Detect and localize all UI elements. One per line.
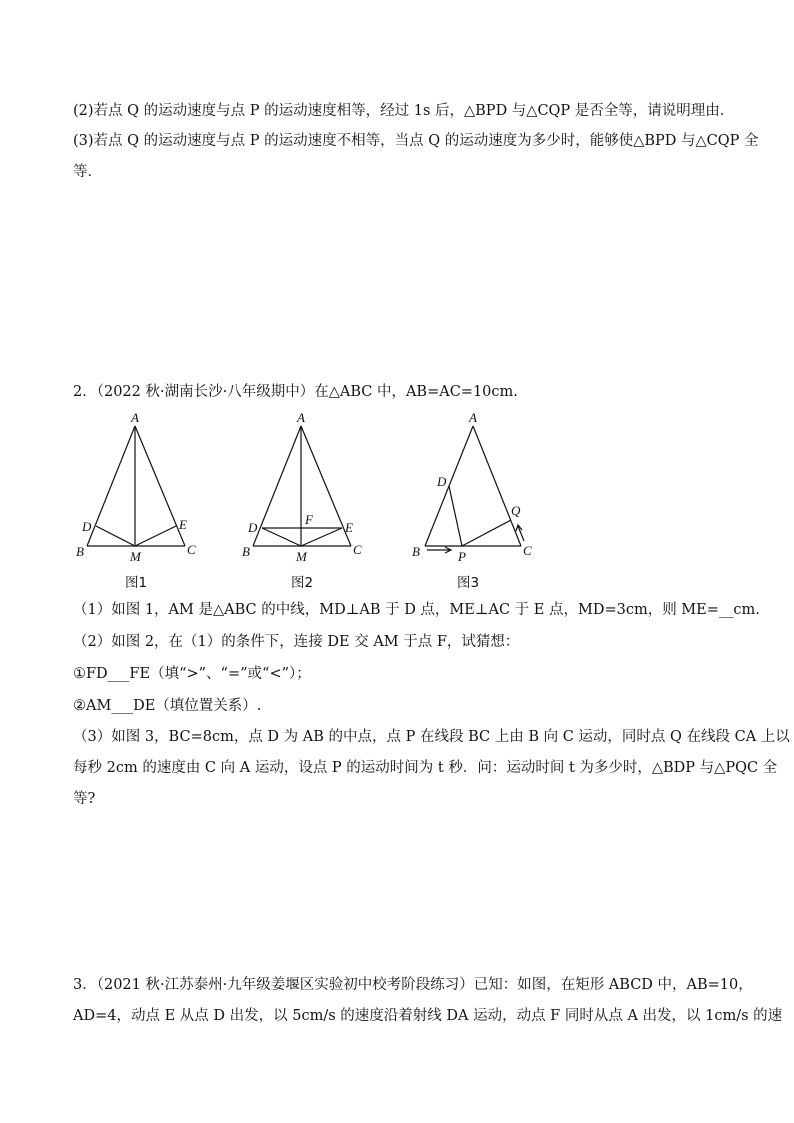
- problem2-q3-line1: （3）如图 3，BC=8cm，点 D 为 AB 的中点，点 P 在线段 BC 上由 B 向 C 运动，同时点 Q 在线段 CA 上以: [73, 729, 790, 745]
- figure-1: [72, 408, 202, 568]
- segment-PQ: [462, 520, 511, 546]
- problem1-part3-line2: 等．: [73, 164, 102, 180]
- perpendicular-MD: [96, 526, 135, 546]
- label-M: M: [296, 549, 307, 564]
- figure-3-diagram: [406, 408, 536, 568]
- label-E: E: [345, 520, 353, 535]
- side-AB: [87, 426, 135, 546]
- label-C: C: [523, 543, 532, 558]
- label-A: A: [469, 410, 477, 425]
- label-M: M: [130, 549, 141, 564]
- label-E: E: [179, 517, 187, 532]
- figure-3: [406, 408, 536, 568]
- perpendicular-MD: [262, 528, 301, 546]
- caption-figure-3: 图3: [457, 575, 480, 591]
- label-Q: Q: [511, 503, 521, 518]
- segment-DP: [449, 486, 462, 546]
- label-F: F: [305, 512, 313, 527]
- problem2-q2b: ②AM___DE（填位置关系）.: [73, 698, 262, 714]
- label-B: B: [76, 544, 84, 559]
- label-B: B: [412, 544, 420, 559]
- caption-figure-1: 图1: [125, 575, 148, 591]
- figure-2: [238, 408, 368, 568]
- problem2-q3-line2: 每秒 2cm 的速度由 C 向 A 运动，设点 P 的运动时间为 t 秒．问：运动时间 t 为多少时，△BDP 与△PQC 全: [73, 760, 778, 776]
- caption-figure-2: 图2: [291, 575, 314, 591]
- side-AC: [135, 426, 185, 546]
- label-A: A: [131, 410, 139, 425]
- problem3-line1: 3．（2021 秋·江苏泰州·九年级姜堰区实验初中校考阶段练习）已知：如图，在矩形 ABCD 中，AB=10，: [73, 977, 753, 993]
- label-A: A: [297, 410, 305, 425]
- problem1-part2: (2)若点 Q 的运动速度与点 P 的运动速度相等，经过 1s 后，△BPD 与△CQP 是否全等，请说明理由．: [73, 103, 735, 119]
- problem2-q3-line3: 等?: [73, 791, 96, 807]
- problem2-heading: 2．（2022 秋·湖南长沙·八年级期中）在△ABC 中，AB=AC=10cm.: [73, 384, 518, 400]
- problem1-part3-line1: (3)若点 Q 的运动速度与点 P 的运动速度不相等，当点 Q 的运动速度为多少时，能够使△BPD 与△CQP 全: [73, 133, 759, 149]
- problem2-q2a: ①FD___FE（填“>”、“=”或“<”）；: [73, 666, 311, 682]
- problem2-q1: （1）如图 1，AM 是△ABC 的中线，MD⊥AB 于 D 点，ME⊥AC 于 E 点，MD=3cm，则 ME=__cm.: [73, 602, 760, 618]
- perpendicular-ME: [301, 528, 342, 546]
- label-C: C: [187, 542, 196, 557]
- label-C: C: [353, 542, 362, 557]
- label-P: P: [458, 549, 466, 564]
- label-D: D: [437, 474, 447, 489]
- figure-2-diagram: [238, 408, 368, 568]
- problem3-line2: AD=4，动点 E 从点 D 出发，以 5cm/s 的速度沿着射线 DA 运动，动点 F 同时从点 A 出发，以 1cm/s 的速: [73, 1008, 783, 1024]
- label-D: D: [248, 520, 258, 535]
- perpendicular-ME: [135, 526, 176, 546]
- label-B: B: [242, 544, 250, 559]
- label-D: D: [82, 519, 92, 534]
- figure-1-diagram: [72, 408, 202, 568]
- problem2-q2: （2）如图 2，在（1）的条件下，连接 DE 交 AM 于点 F，试猜想：: [73, 634, 520, 650]
